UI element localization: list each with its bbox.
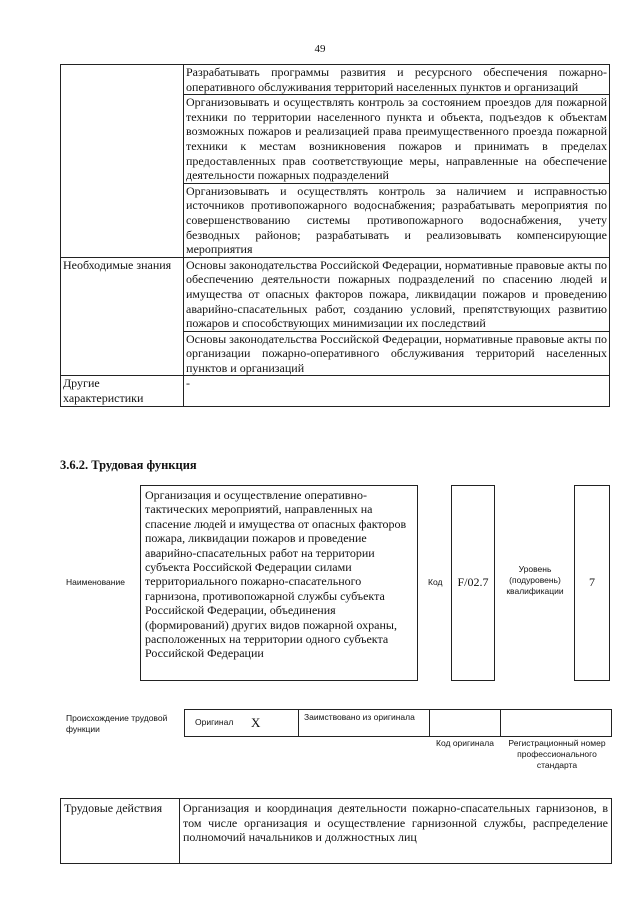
- origin-row: [184, 709, 612, 737]
- level-label: Уровень (подуровень) квалификации: [506, 564, 564, 596]
- origin-label: Происхождение трудовой функции: [66, 713, 168, 734]
- borrowed-label: Заимствовано из оригинала: [304, 712, 415, 722]
- original-label: Оригинал: [195, 717, 234, 727]
- section-title: 3.6.2. Трудовая функция: [60, 458, 197, 472]
- skill-item: Организовывать и осуществлять контроль за состоянием проездов для пожарной техники по территории населенного пункта и объекта, подъездов к объектам возможных пожаров и реализацией права преимущественного проезда пожарной техники к местам возникновения пожаров и принимать в пределах предоставленных прав соответствующие меры, направленные на обеспечение деятельности пожарных подразделений: [184, 95, 610, 184]
- actions-text: Организация и координация деятельности пожарно-спасательных гарнизонов, в том числе организация и осуществление гарнизонной службы, распределение полномочий начальников и должностных лиц: [180, 799, 612, 864]
- row-label-other: Другие характеристики: [61, 376, 184, 406]
- page-number: 49: [314, 43, 326, 55]
- knowledge-item: Основы законодательства Российской Федерации, нормативные правовые акты по организации пожарно-оперативного обслуживания территорий населенных пунктов и организаций: [184, 331, 610, 376]
- code-label: Код: [428, 577, 443, 587]
- code-box: [451, 485, 495, 681]
- knowledge-table: [60, 64, 610, 407]
- knowledge-item: Основы законодательства Российской Федерации, нормативные правовые акты по обеспечению деятельности пожарных подразделений по спасению людей и имущества от опасных факторов пожара, ликвидации пожаров и проведению аварийно-спасательных работ, созданию условий, препятствующих развитию пожаров и способствующих минимизации их последствий: [184, 257, 610, 331]
- code-value: F/02.7: [457, 575, 489, 589]
- skill-item: Организовывать и осуществлять контроль за наличием и исправностью источников противопожарного водоснабжения; разрабатывать мероприятия по совершенствованию системы противопожарного водоснабжения, учету безводных районов; разрабатывать и реализовывать компенсирующие мероприятия: [184, 183, 610, 257]
- code-caption: Код оригинала: [436, 738, 494, 748]
- skill-item: Разрабатывать программы развития и ресурсного обеспечения пожарно-оперативного обслуживания территорий населенных пунктов и организаций: [184, 65, 610, 95]
- row-label-knowledge: Необходимые знания: [61, 257, 184, 376]
- other-item: -: [184, 376, 610, 406]
- original-mark: X: [251, 715, 261, 730]
- function-name: Организация и осуществление оперативно-тактических мероприятий, направленных на спасение людей и имущества от опасных факторов пожара, ликвидации пожаров и проведение аварийно-спасательных работ на территории субъекта Российской Федерации силами территориального пожарно-спасательного гарнизона, противопожарной службы субъекта Российской Федерации, объединения (формирований) других видов пожарной охраны, расположенных на территории одного субъекта Российской Федерации: [140, 485, 418, 681]
- actions-label: Трудовые действия: [61, 799, 180, 864]
- row-label-empty: [61, 65, 184, 258]
- reg-caption: Регистрационный номер профессионального стандарта: [508, 738, 606, 770]
- level-box: [574, 485, 610, 681]
- actions-table: [60, 798, 612, 864]
- level-value: 7: [589, 575, 595, 589]
- name-label: Наименование: [66, 577, 125, 587]
